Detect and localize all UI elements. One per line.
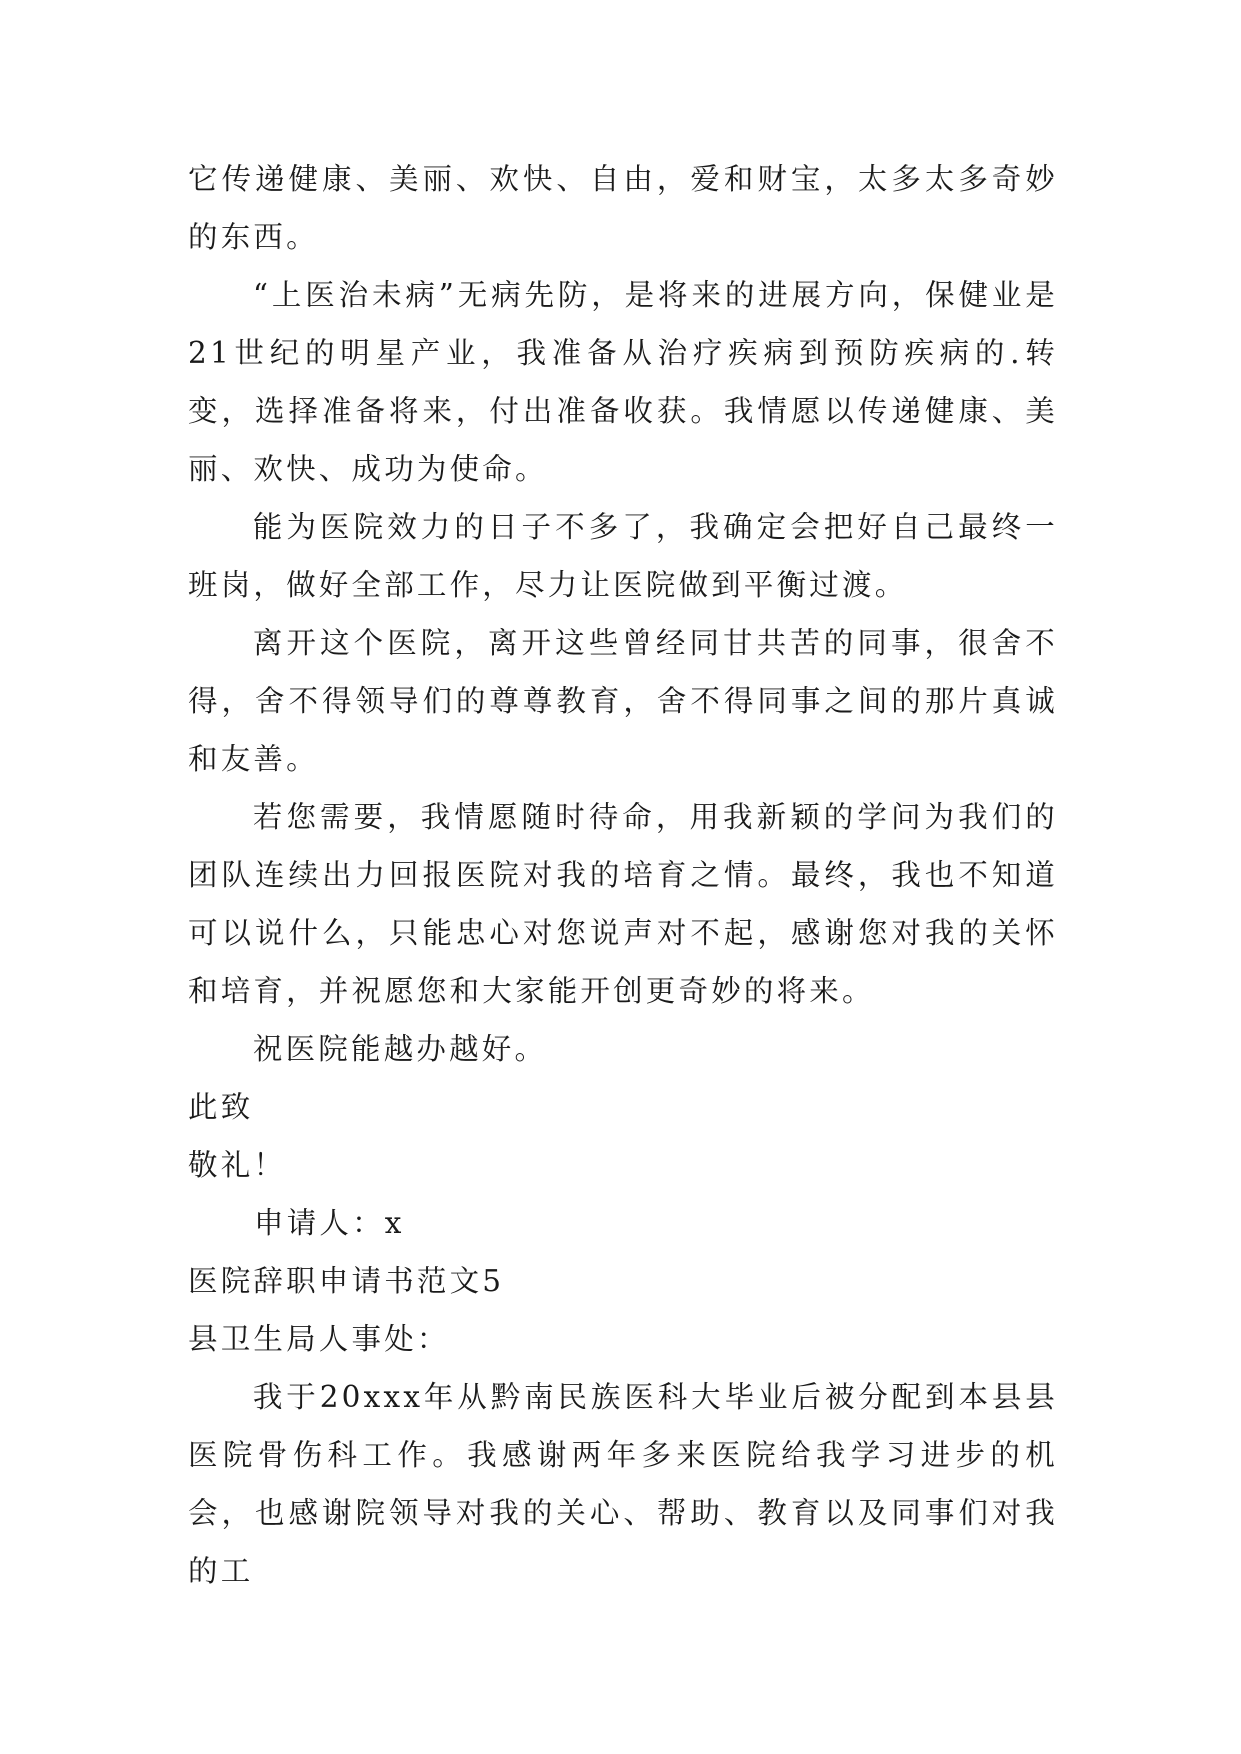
closing-respect: 敬礼！ [188, 1148, 287, 1182]
paragraph-prevention: “上医治未病”无病先防，是将来的进展方向，保健业是21世纪的明星产业，我准备从治疗疾病到预防疾病的.转变，选择准备将来，付出准备收获。我情愿以传递健康、美丽、欢快、成功为使命。 [188, 278, 1058, 486]
closing-salutation: 此致 [188, 1090, 254, 1124]
paragraph-farewell: 离开这个医院，离开这些曾经同甘共苦的同事，很舍不得，舍不得领导们的尊尊教育，舍不得同事之间的那片真诚和友善。 [188, 626, 1058, 776]
paragraph-wish: 祝医院能越办越好。 [252, 1032, 548, 1066]
document-body [188, 150, 1058, 1600]
paragraph-introduction: 我于20xxx年从黔南民族医科大毕业后被分配到本县县医院骨伤科工作。我感谢两年多来医院给我学习进步的机会，也感谢院领导对我的关心、帮助、教育以及同事们对我的工 [188, 1380, 1058, 1588]
applicant-signature: 申请人：x [254, 1206, 405, 1240]
paragraph-continuation: 它传递健康、美丽、欢快、自由，爱和财宝，太多太多奇妙的东西。 [188, 162, 1058, 254]
paragraph-last-shift: 能为医院效力的日子不多了，我确定会把好自己最终一班岗，做好全部工作，尽力让医院做到平衡过渡。 [188, 510, 1058, 602]
addressee: 县卫生局人事处： [188, 1322, 450, 1356]
paragraph-gratitude: 若您需要，我情愿随时待命，用我新颖的学问为我们的团队连续出力回报医院对我的培育之情。最终，我也不知道可以说什么，只能忠心对您说声对不起，感谢您对我的关怀和培育，并祝愿您和大家能开创更奇妙的将来。 [188, 800, 1058, 1008]
section-title: 医院辞职申请书范文5 [188, 1264, 505, 1298]
